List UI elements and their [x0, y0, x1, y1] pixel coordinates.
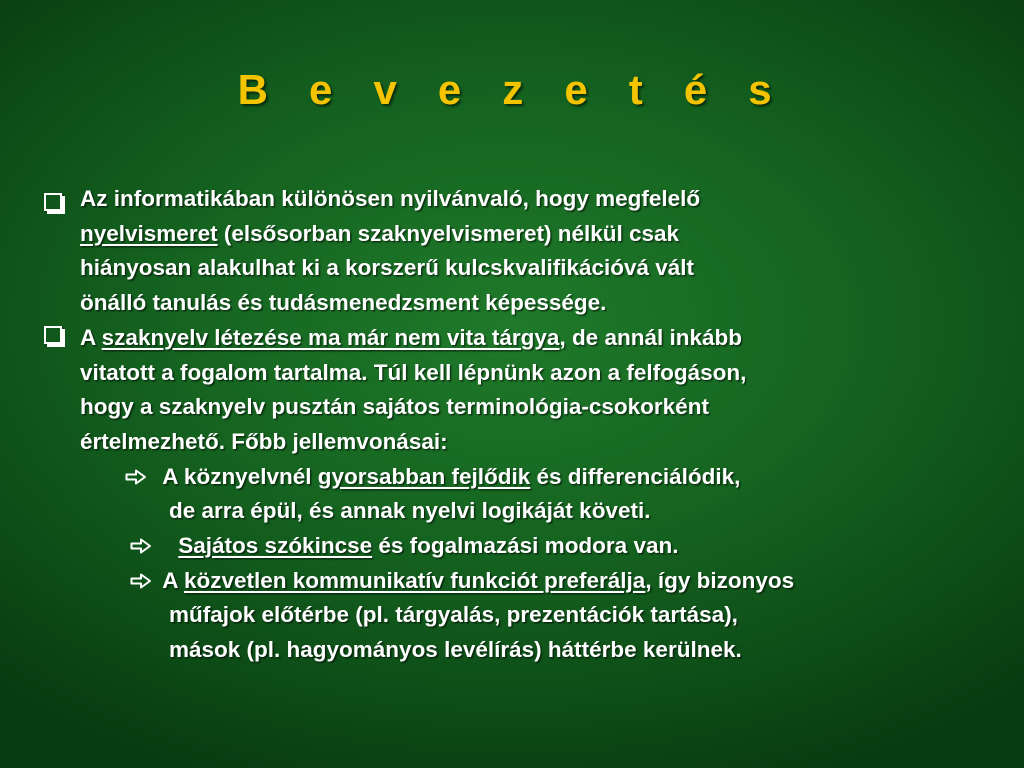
sub-point-text [162, 464, 740, 489]
text-line [80, 425, 448, 460]
underlined-term: közvetlen kommunikatív funkciót preferálja [183, 567, 646, 593]
sub-point-text [162, 568, 794, 593]
outline-arrow-right-icon [130, 538, 152, 554]
text-line [169, 633, 742, 668]
text-line [80, 251, 694, 286]
sub-point-line [125, 460, 740, 495]
text-line [80, 356, 746, 391]
text-segment: , így bizonyos [645, 567, 795, 593]
text-segment: és differenciálódik, [530, 463, 741, 489]
text-segment: vitatott a fogalom tartalma. Túl kell lépnünk azon a felfogáson, [80, 359, 747, 385]
sub-point-text [178, 533, 678, 558]
sub-point-line [130, 529, 678, 564]
text-line [80, 217, 679, 252]
text-line [169, 494, 650, 529]
checkbox-bullet-icon [44, 326, 62, 344]
text-line [80, 321, 742, 356]
text-segment: önálló tanulás és tudásmenedzsment képessége. [80, 290, 607, 316]
outline-arrow-right-icon [130, 573, 152, 589]
text-segment: értelmezhető. Főbb jellemvonásai: [80, 428, 448, 454]
text-line [169, 598, 738, 633]
slide-title: B e v e z e t é s [237, 66, 787, 113]
text-segment: mások (pl. hagyományos levélírás) háttérbe kerülnek. [169, 637, 742, 663]
text-segment: A [162, 567, 184, 593]
text-line [80, 286, 606, 321]
text-segment: A [80, 324, 102, 350]
text-segment: A köznyelvnél [162, 463, 318, 489]
text-line [80, 182, 700, 217]
outline-arrow-right-icon [125, 469, 147, 485]
text-segment: hogy a szaknyelv pusztán sajátos terminológia-csokorként [80, 394, 709, 420]
text-segment: (elsősorban szaknyelvismeret) nélkül csak [217, 220, 680, 246]
text-segment: műfajok előtérbe (pl. tárgyalás, prezentációk tartása), [169, 602, 738, 628]
underlined-term: Sajátos szókincse [178, 533, 373, 558]
text-line [80, 390, 709, 425]
underlined-term: szaknyelv létezése ma már nem vita tárgya [101, 324, 560, 350]
text-segment: hiányosan alakulhat ki a korszerű kulcskvalifikációvá vált [80, 255, 695, 281]
text-segment: , de annál inkább [559, 324, 742, 350]
checkbox-bullet-icon [44, 193, 62, 211]
sub-point-line [130, 564, 794, 599]
text-segment: és fogalmazási modora van. [372, 533, 679, 558]
text-segment: de arra épül, és annak nyelvi logikáját követi. [169, 498, 651, 524]
underlined-term: gyorsabban fejlődik [317, 463, 531, 489]
text-segment: Az informatikában különösen nyilvánvaló, hogy megfelelő [80, 186, 701, 211]
underlined-term: nyelvismeret [80, 220, 218, 246]
